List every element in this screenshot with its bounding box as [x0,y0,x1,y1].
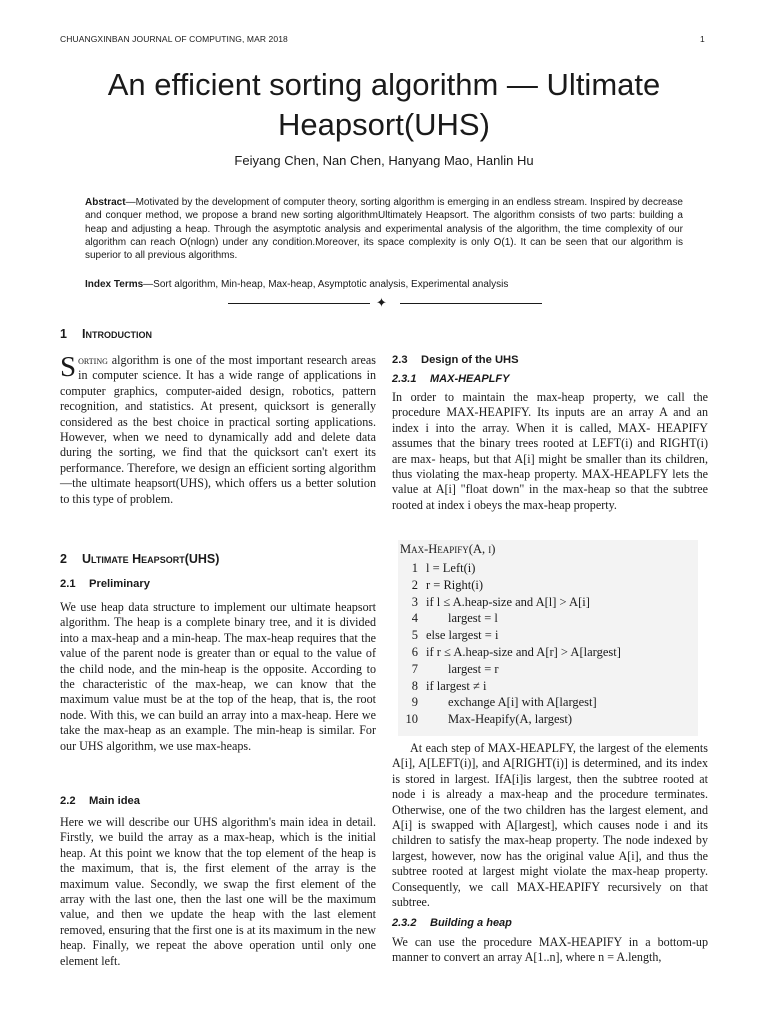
building-heap-body: We can use the procedure MAX-HEAPIFY in a bottom-up manner to convert an array A[1..n], where n = A.length, [392,935,708,965]
page-number: 1 [700,34,705,44]
algorithm-line-text: r = Right(i) [426,577,484,592]
algorithm-line-text: else largest = i [426,628,499,643]
algorithm-line-number: 10 [405,712,418,727]
max-heapify-body: In order to maintain the max-heap property, we call the procedure MAX-HEAPIFY. Its inputs are an array A and an index i into the array. When it is called, MAX- HEAPIFY assumes that the binary trees rooted at LEFT(i) and RIGHT(i) are max- heaps, but that A[i] might be smaller than its children, thus violating the max-heap property. MAX-HEAPLFY lets the value at A[i] "float down" in the max-heap so that the subtree rooted at index i obeys the max-heap property. [392,390,708,512]
subsubsection-heading-max-heapify: 2.3.1 MAX-HEAPLFY [392,373,510,385]
algorithm-line-number: 7 [411,661,418,676]
algorithm-line [398,678,486,695]
algorithm-line [398,694,597,711]
algorithm-line [398,711,572,728]
abstract-label: Abstract [85,197,126,208]
divider-line-left [228,303,370,304]
algorithm-line-text: exchange A[i] with A[largest] [448,695,597,710]
introduction-body [60,353,376,507]
divider-star-icon: ✦ [376,295,387,310]
algorithm-line-number: 4 [411,611,418,626]
algorithm-line-text: Max-Heapify(A, largest) [448,712,573,727]
algorithm-line [398,661,499,678]
algorithm-line [398,627,498,644]
algorithm-line-number: 8 [411,678,418,693]
algorithm-line-text: if l ≤ A.heap-size and A[l] > A[i] [426,594,590,609]
algorithm-line [398,610,498,627]
introduction-text: algorithm is one of the most important research areas in computer science. It has a wide range of applications in computer graphics, computer-aided design, robotics, pattern recognition, and statistics. At present, quicksort is generally considered as the best choice in practical sorting applications. However, when we need to dynamically add and delete data during the sorting, we find that the quicksort can't exert its performance. Therefore, we design an efficient sorting algorithm—the ultimate heapsort(UHS), which offers us a better solution to this type of problem. [60,353,377,506]
algorithm-line [398,594,590,611]
subsection-heading-main-idea: 2.2 Main idea [60,795,140,807]
algorithm-line-text: largest = l [448,611,498,626]
algorithm-line-text: l = Left(i) [426,561,476,575]
max-heapify-explanation: At each step of MAX-HEAPLFY, the largest of the elements A[i], A[LEFT(i)], and A[RIGHT(i)] is determined, and its index is stored in largest. IfA[i]is largest, then the subtree rooted at node i is already a max-heap and the procedure terminates. Otherwise, one of the two children has the largest element, and A[i] is swapped with A[largest], which causes node i and its children to satisfy the max-heap property. The node indexed by largest, however, now has the original value A[i], and thus the subtree rooted at largest might violate the max-heap property. Consequently, we call MAX-HEAPIFY recursively on that subtree. [392,741,708,910]
paper-title: An efficient sorting algorithm — Ultimate Heapsort(UHS) [107,67,661,142]
preliminary-body: We use heap data structure to implement our ultimate heapsort algorithm. The heap is a complete binary tree, and it is divided into a max-heap and a min-heap. The max-heap requires that the value of the parent node is greater than or equal to the value of the child node, and the min-heap is the opposite. According to the characteristic of the max-heap, we can know that the maximum value must be at the top of the heap, that is, the root node. With this, we can build an array into a max-heap. Here we take the max-heap as an example. The min-heap is similar. For our UHS algorithm, we use max-heaps. [60,600,376,753]
subsection-heading-design: 2.3 Design of the UHS [392,354,519,366]
index-terms-label: Index Terms [85,279,144,290]
section-heading-uhs: 2 Ultimate Heapsort(UHS) [60,552,220,566]
algorithm-line-number: 5 [411,628,418,643]
running-head: CHUANGXINBAN JOURNAL OF COMPUTING, MAR 2018 [60,34,288,44]
algorithm-name: Max-Heapify(A, i) [400,542,496,556]
section-divider [228,296,542,310]
abstract [85,196,683,262]
dropcap-letter: S [60,351,77,383]
algorithm-line-text: if largest ≠ i [426,678,487,693]
algorithm-line [398,644,621,661]
index-terms [85,278,683,291]
algorithm-line-number: 1 [411,561,418,575]
subsubsection-heading-building-heap: 2.3.2 Building a heap [392,917,512,929]
algorithm-line [398,560,475,577]
algorithm-line-number: 9 [411,695,418,710]
dropcap-word-rest: orting [78,353,108,367]
algorithm-line [398,577,483,594]
algorithm-box [398,540,698,736]
abstract-text: —Motivated by the development of computer theory, sorting algorithm is emerging in an endless stream. Inspired by decrease and conquer method, we propose a brand new sorting algorithmUltimately Heapsort. The algorithm consists of two parts: building a heap and adjusting a heap. Through the asymptotic analysis and experimental analysis of the algorithm, the time complexity of our algorithm can reach O(nlogn) under any condition.Moreover, its space complexity is only O(1). It can be seen that our algorithm is superior to all previous algorithms. [85,197,683,262]
index-terms-text: —Sort algorithm, Min-heap, Max-heap, Asymptotic analysis, Experimental analysis [143,279,509,290]
divider-line-right [400,303,542,304]
section-heading-introduction: 1 Introduction [60,327,152,341]
algorithm-line-text: largest = r [448,661,499,676]
algorithm-line-number: 2 [411,577,418,592]
authors: Feiyang Chen, Nan Chen, Hanyang Mao, Hanlin Hu [234,153,534,168]
algorithm-line-text: if r ≤ A.heap-size and A[r] > A[largest] [426,645,621,659]
main-idea-body: Here we will describe our UHS algorithm's main idea in detail. Firstly, we build the array as a max-heap, which is the initial heap. At this point we know that the top element of the heap is the maximum, that is, the first element of the array is the maximum value. Secondly, we swap the first element of the array with the last one, then the last one will be the maximum value, and then we update the heap with the last element removed, ensuring that the first one is at its maximum in the new heap. Finally, we repeat the above operation until only one element left. [60,815,376,968]
subsection-heading-preliminary: 2.1 Preliminary [60,578,150,590]
algorithm-line-number: 6 [411,645,418,659]
algorithm-line-number: 3 [411,594,418,609]
